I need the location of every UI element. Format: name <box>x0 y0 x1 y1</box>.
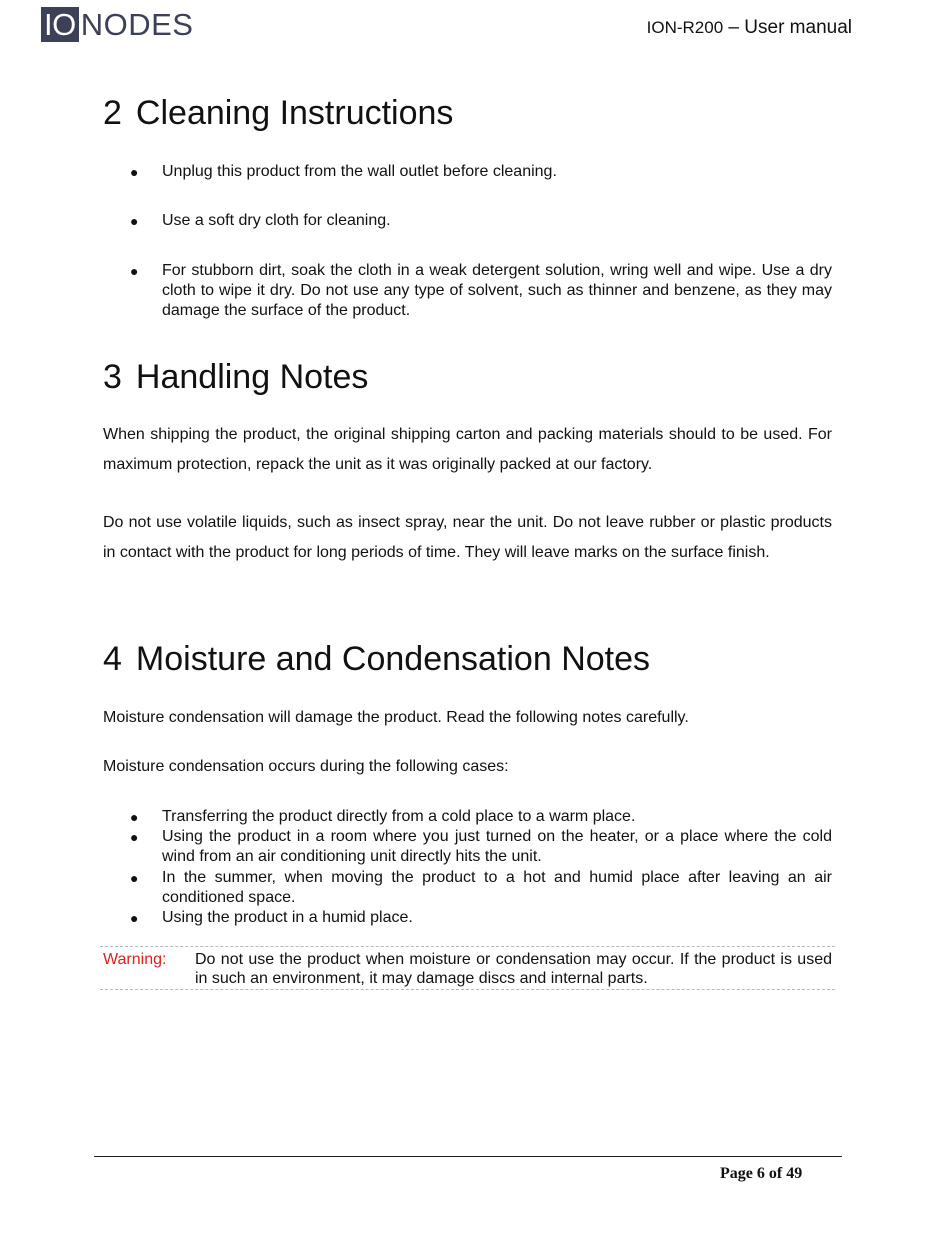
list-item-text: Transferring the product directly from a cold place to a warm place. <box>162 808 636 825</box>
section-title: Moisture and Condensation Notes <box>135 640 651 678</box>
bullet-icon: ● <box>130 870 139 886</box>
header-title-suffix: – User manual <box>723 17 852 38</box>
warning-box <box>100 946 835 990</box>
list-item <box>130 827 832 867</box>
list-item-text: In the summer, when moving the product to a hot and humid place after leaving an air conditioned space. <box>162 869 832 906</box>
bullet-icon: ● <box>130 263 139 279</box>
section-heading-moisture <box>103 640 650 679</box>
bullet-icon: ● <box>130 213 139 229</box>
section-heading-handling <box>103 358 368 397</box>
ionodes-logo <box>41 7 193 42</box>
paragraph: Do not use volatile liquids, such as insect spray, near the unit. Do not leave rubber or plastic products in contact with the product for long periods of time. They will leave marks on the surface finish. <box>103 514 832 561</box>
list-item-text: For stubborn dirt, soak the cloth in a weak detergent solution, wring well and wipe. Use a dry cloth to wipe it dry. Do not use any type of solvent, such as thinner and benzene, as they may damage the surface of the product. <box>162 262 832 319</box>
bullet-icon: ● <box>130 164 139 180</box>
paragraph: When shipping the product, the original shipping carton and packing materials should to be used. For maximum protection, repack the unit as it was originally packed at our factory. <box>103 426 832 473</box>
logo-io-block: IO <box>41 7 79 42</box>
section-number: 2 <box>103 94 122 132</box>
section-number: 3 <box>103 358 122 396</box>
paragraph: Moisture condensation occurs during the following cases: <box>103 758 509 775</box>
footer-divider <box>94 1156 842 1157</box>
list-item <box>130 261 832 321</box>
warning-text: Do not use the product when moisture or condensation may occur. If the product is used in such an environment, it may damage discs and internal parts. <box>195 951 832 987</box>
bullet-icon: ● <box>130 809 139 825</box>
list-item <box>130 211 832 231</box>
list-item-text: Using the product in a room where you just turned on the heater, or a place where the cold wind from an air conditioning unit directly hits the unit. <box>162 828 832 865</box>
list-item-text: Use a soft dry cloth for cleaning. <box>162 212 391 229</box>
section-title: Handling Notes <box>135 358 369 396</box>
list-item <box>130 807 832 827</box>
list-item-text: Using the product in a humid place. <box>162 909 413 926</box>
header-model: ION-R200 <box>646 18 724 37</box>
page-number: Page 6 of 49 <box>720 1165 803 1182</box>
bullet-icon: ● <box>130 910 139 926</box>
document-header-title <box>647 17 852 39</box>
list-item <box>130 162 832 182</box>
section-number: 4 <box>103 640 122 678</box>
list-item <box>130 908 832 928</box>
section-title: Cleaning Instructions <box>135 94 454 132</box>
paragraph: Moisture condensation will damage the product. Read the following notes carefully. <box>103 709 689 726</box>
list-item <box>130 868 832 908</box>
list-item-text: Unplug this product from the wall outlet before cleaning. <box>162 163 557 180</box>
bullet-icon: ● <box>130 829 139 845</box>
section-heading-cleaning <box>103 94 453 133</box>
warning-label: Warning: <box>103 951 167 968</box>
logo-nodes-text: NODES <box>80 7 194 42</box>
